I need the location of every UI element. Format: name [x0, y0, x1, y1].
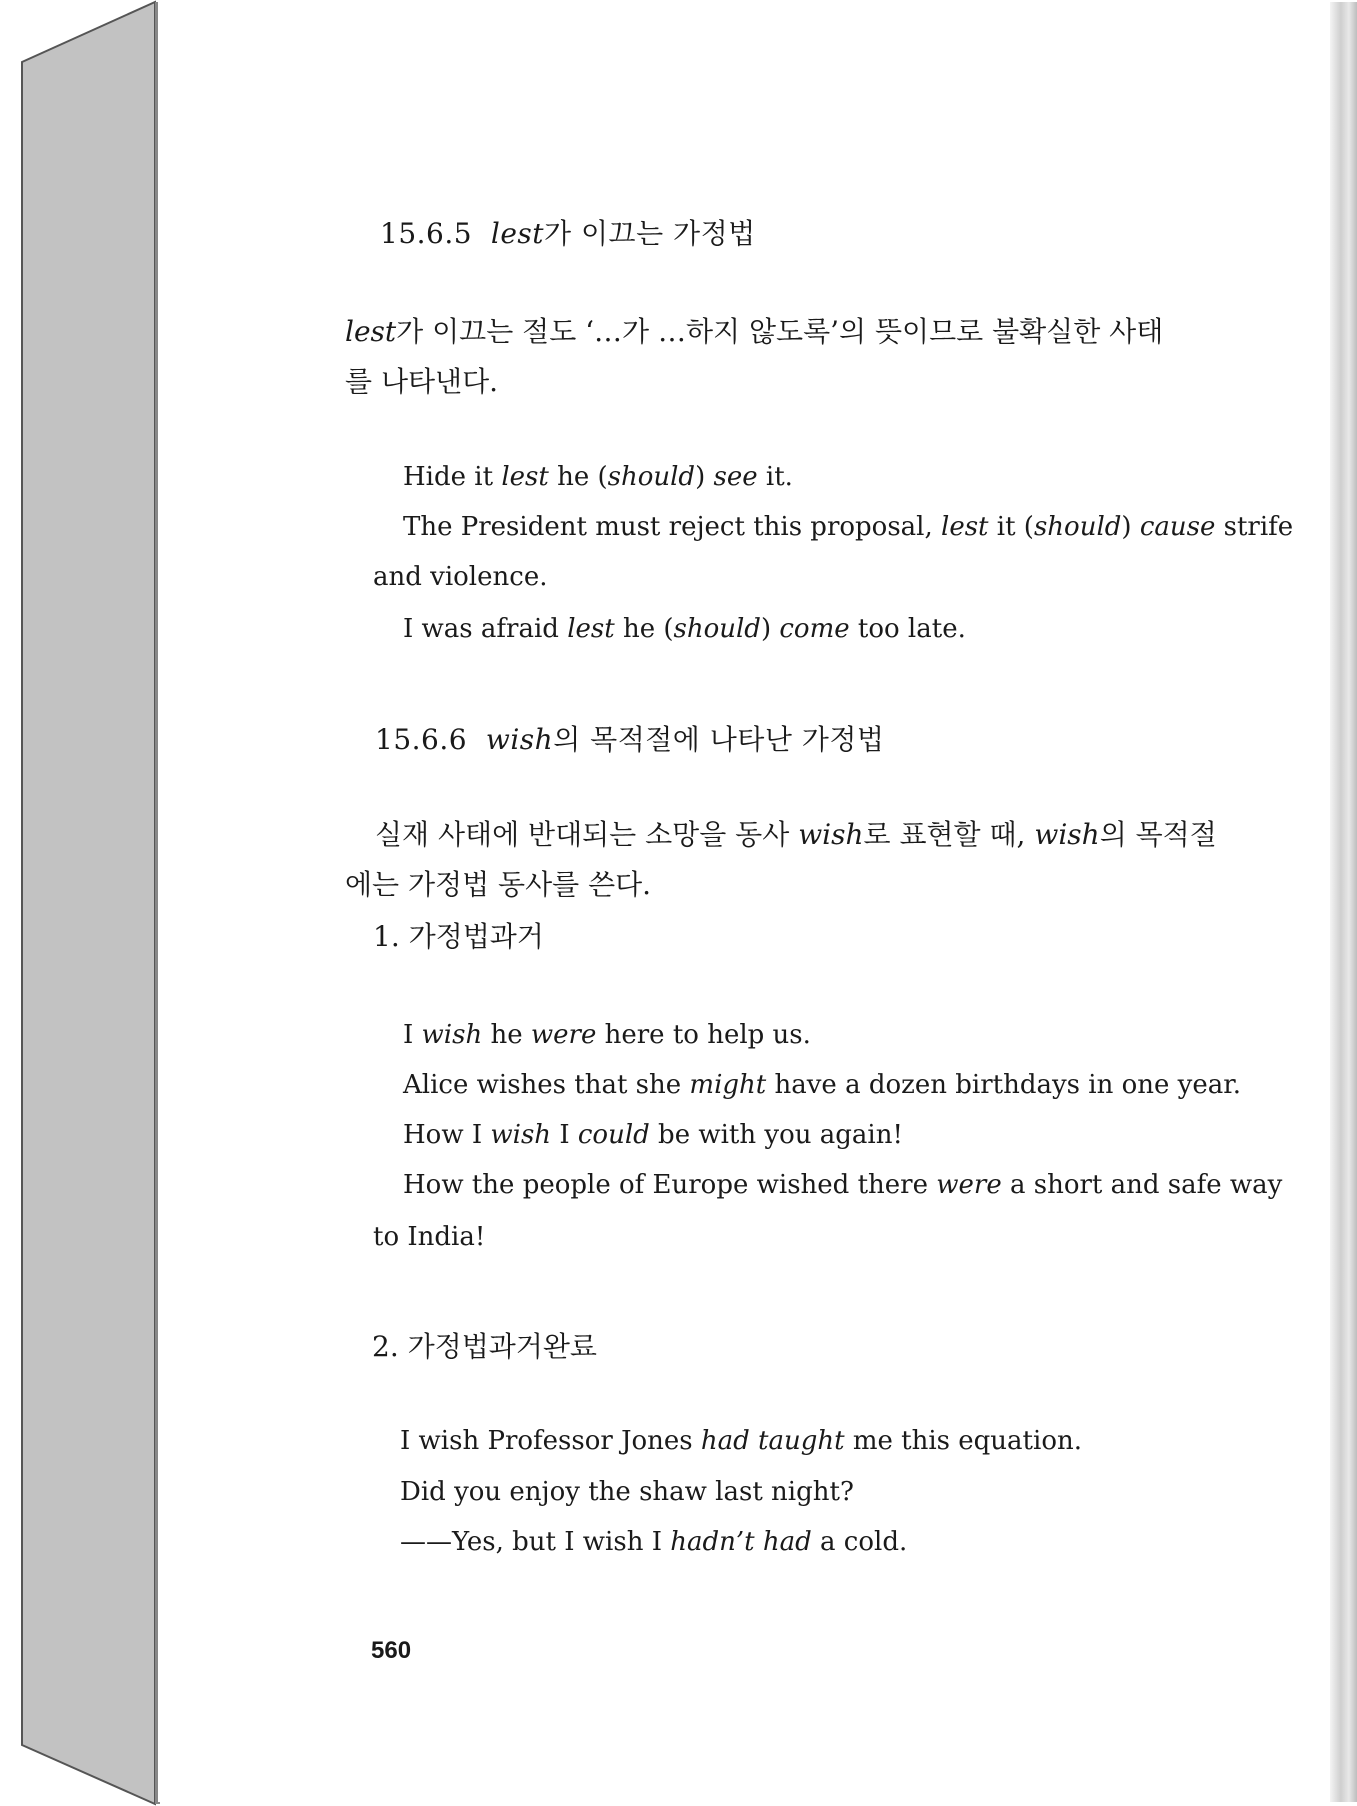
page-number: 560 [371, 1637, 412, 1664]
example-professor-jones: I wish Professor Jones had taught me this equation. [400, 1426, 1082, 1456]
paragraph-wish-line2: 에는 가정법 동사를 쓴다. [345, 868, 652, 901]
example-president-line2: and violence. [373, 562, 548, 592]
example-president-line1: The President must reject this proposal, lest it (should) cause strife [403, 512, 1294, 542]
example-afraid: I was afraid lest he (should) come too late. [403, 614, 966, 644]
example-alice: Alice wishes that she might have a dozen birthdays in one year. [403, 1070, 1242, 1100]
book-spine [0, 0, 160, 1806]
paragraph-lest-line2: 를 나타낸다. [345, 365, 499, 398]
example-europe-line1: How the people of Europe wished there were a short and safe way [403, 1170, 1283, 1200]
paragraph-lest-line1: lest가 이끄는 절도 ‘…가 …하지 않도록’의 뜻이므로 불확실한 사태 [345, 315, 1164, 348]
example-enjoy-show: Did you enjoy the shaw last night? [400, 1477, 854, 1507]
section-heading-15-6-6: 15.6.6 wish의 목적절에 나타난 가정법 [375, 723, 885, 756]
subheading-past: 1. 가정법과거 [373, 920, 544, 953]
example-had-cold: ——Yes, but I wish I hadn’t had a cold. [400, 1527, 908, 1557]
paragraph-wish-line1: 실재 사태에 반대되는 소망을 동사 wish로 표현할 때, wish의 목적절 [375, 818, 1217, 851]
section-heading-15-6-5: 15.6.5 lest가 이끄는 가정법 [380, 217, 756, 250]
example-wish-were: I wish he were here to help us. [403, 1020, 811, 1050]
example-europe-line2: to India! [373, 1222, 486, 1252]
example-hide-it: Hide it lest he (should) see it. [403, 462, 793, 492]
subheading-past-perfect: 2. 가정법과거완료 [372, 1330, 597, 1363]
page-edge [1330, 2, 1357, 1802]
example-how-i-wish: How I wish I could be with you again! [403, 1120, 903, 1150]
